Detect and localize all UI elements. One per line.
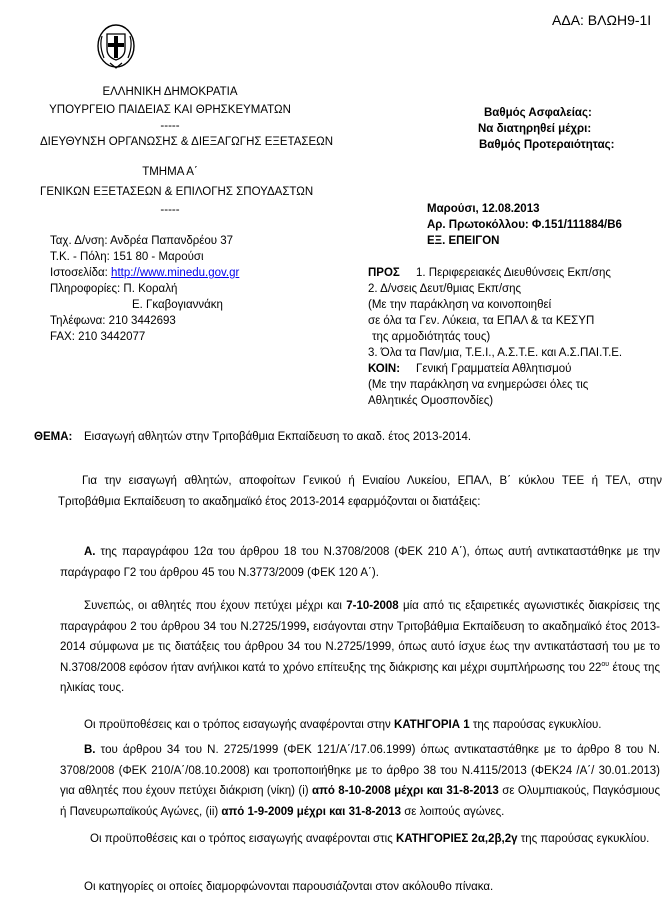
ada-number: ΑΔΑ: ΒΛΩΗ9-1Ι: [552, 12, 652, 28]
deadline-date: 7-10-2008: [346, 600, 399, 612]
paragraph-b-label: Β.: [84, 744, 96, 756]
subject-label: ΘΕΜΑ:: [34, 431, 73, 443]
website-link[interactable]: http://www.minedu.gov.gr: [111, 267, 240, 279]
paragraph-text: της παρούσας εγκυκλίου.: [469, 719, 602, 731]
paragraph-category-1: [84, 719, 601, 731]
header-separator: -----: [160, 204, 180, 216]
recipient-line: σε όλα τα Γεν. Λύκεια, τα ΕΠΑΛ & τα ΚΕΣΥΠ: [368, 315, 595, 327]
paragraph-text: μία από τις εξαιρετικές αγωνιστικές διακρίσεις της παραγράφου 2 του άρθρου 34 του Ν.2725/1999: [60, 600, 661, 633]
recipient-line: της αρμοδιότητάς τους): [372, 331, 491, 343]
table-intro: Οι κατηγορίες οι οποίες διαμορφώνονται παρουσιάζονται στον ακόλουθο πίνακα.: [84, 881, 494, 893]
paragraph-text: Οι προϋποθέσεις και ο τρόπος εισαγωγής αναφέρονται στις: [90, 833, 396, 845]
department-title: ΤΜΗΜΑ Α΄: [142, 166, 198, 178]
header-separator: -----: [160, 120, 180, 132]
document-date: Μαρούσι, 12.08.2013: [427, 203, 540, 215]
urgency-label: ΕΞ. ΕΠΕΙΓΟΝ: [427, 235, 500, 247]
paragraph-a-label: Α.: [84, 546, 96, 558]
security-level: Βαθμός Ασφαλείας:: [484, 107, 592, 119]
country-name: ΕΛΛΗΝΙΚΗ ΔΗΜΟΚΡΑΤΙΑ: [102, 86, 238, 98]
date-range: από 1-9-2009 μέχρι και 31-8-2013: [221, 805, 401, 818]
date-range: από 8-10-2008 μέχρι και 31-8-2013: [312, 785, 499, 797]
cc-line: Γενική Γραμματεία Αθλητισμού: [416, 363, 572, 375]
directorate-name: ΔΙΕΥΘΥΝΣΗ ΟΡΓΑΝΩΣΗΣ & ΔΙΕΞΑΓΩΓΗΣ ΕΞΕΤΑΣΕΩΝ: [40, 136, 334, 148]
website-label: Ιστοσελίδα:: [50, 267, 112, 279]
cc-line: (Με την παράκληση να ενημερώσει όλες τις: [368, 379, 589, 391]
to-label: ΠΡΟΣ: [368, 267, 400, 279]
contact-info-secondary: Ε. Γκαβογιαννάκη: [132, 299, 223, 311]
paragraph-a-text: της παραγράφου 12α του άρθρου 18 του Ν.3708/2008 (ΦΕΚ 210 Α΄), όπως αυτή αντικαταστάθηκε με την παράγραφο Γ2 του άρθρου 45 του Ν.3773/2009 (ΦΕΚ 120 Α΄).: [60, 546, 660, 579]
ministry-name: ΥΠΟΥΡΓΕΙΟ ΠΑΙΔΕΙΑΣ ΚΑΙ ΘΡΗΣΚΕΥΜΑΤΩΝ: [49, 104, 291, 116]
paragraph-text: του άρθρου 34 του Ν. 2725/1999 (ΦΕΚ 121/Α΄/17.06.1999) όπως αντικαταστάθηκε με το άρθρο 8 του Ν. 3708/2008 (ΦΕΚ 210/Α΄/08.10.2008) και τροποποιήθηκε με το άρθρο 38 του Ν.4115/2013 (ΦΕΚ24 /Α΄/ 30.01.2013) για αθλητές που έχουν πετύχει διάκριση (νίκη) (i): [60, 744, 660, 797]
paragraph-categories-2: [60, 829, 660, 850]
protocol-number: Αρ. Πρωτοκόλλου: Φ.151/111884/Β6: [427, 219, 622, 231]
keep-until: Να διατηρηθεί μέχρι:: [478, 123, 592, 135]
category-label: ΚΑΤΗΓΟΡΙΕΣ 2α,2β,2γ: [395, 833, 518, 845]
cc-label: ΚΟΙΝ:: [368, 363, 401, 375]
department-name: ΓΕΝΙΚΩΝ ΕΞΕΤΑΣΕΩΝ & ΕΠΙΛΟΓΗΣ ΣΠΟΥΔΑΣΤΩΝ: [40, 186, 314, 198]
paragraph-text: ,: [306, 620, 310, 633]
recipient-line: (Με την παράκληση να κοινοποιηθεί: [368, 299, 552, 311]
paragraph-a: [60, 542, 660, 583]
paragraph-consequence: [60, 596, 660, 699]
contact-fax: FAX: 210 3442077: [50, 331, 146, 343]
paragraph-text: Συνεπώς, οι αθλητές που έχουν πετύχει μέχρι και: [84, 600, 347, 612]
paragraph-text: της παρούσας εγκυκλίου.: [517, 833, 650, 845]
contact-website: [50, 267, 239, 279]
paragraph-b: [60, 740, 660, 822]
contact-address: Ταχ. Δ/νση: Ανδρέα Παπανδρέου 37: [50, 235, 234, 247]
contact-phone: Τηλέφωνα: 210 3442693: [50, 315, 176, 327]
category-label: ΚΑΤΗΓΟΡΙΑ 1: [394, 719, 470, 731]
ordinal-superscript: ου: [601, 660, 610, 668]
greek-emblem-icon: [96, 22, 136, 70]
paragraph-text: έτους της ηλικίας τους.: [60, 661, 660, 694]
recipient-line: 2. Δ/νσεις Δευτ/θμιας Εκπ/σης: [368, 283, 522, 295]
recipient-line: 1. Περιφερειακές Διευθύνσεις Εκπ/σης: [416, 267, 611, 279]
priority-level: Βαθμός Προτεραιότητας:: [479, 139, 615, 151]
paragraph-text: σε Ολυμπιακούς, Παγκόσμιους ή Πανευρωπαϊκούς Αγώνες, (ii): [60, 785, 660, 818]
paragraph-text: εισάγονται στην Τριτοβάθμια Εκπαίδευση το ακαδημαϊκό έτος 2013-2014 σύμφωνα με τις διατάξεις του άρθρου 34 του Ν.2725/1999, όπως αυτό ίσχυε έως την αντικατάστασή του με το Ν.3708/2008 εφόσον ήταν ανήλικοι κατά το χρόνο επίτευξης της διάκρισης και μέχρι συμπλήρωσης του 22: [60, 620, 660, 674]
intro-paragraph: Για την εισαγωγή αθλητών, αποφοίτων Γενικού ή Ενιαίου Λυκείου, ΕΠΑΛ, Β΄ κύκλου ΤΕΕ ή ΤΕΛ, στην Τριτοβάθμια Εκπαίδευση το ακαδημαϊκό έτος 2013-2014 εφαρμόζονται οι διατάξεις:: [58, 475, 662, 508]
contact-info: Πληροφορίες: Π. Κοραλή: [50, 283, 178, 295]
contact-postal: Τ.Κ. - Πόλη: 151 80 - Μαρούσι: [50, 251, 204, 263]
subject-text: Εισαγωγή αθλητών στην Τριτοβάθμια Εκπαίδευση το ακαδ. έτος 2013-2014.: [84, 431, 472, 443]
paragraph-text: Οι προϋποθέσεις και ο τρόπος εισαγωγής αναφέρονται στην: [84, 719, 395, 731]
cc-line: Αθλητικές Ομοσπονδίες): [368, 395, 494, 407]
recipient-line: 3. Όλα τα Παν/μια, Τ.Ε.Ι., Α.Σ.Τ.Ε. και Α.Σ.ΠΑΙ.Τ.Ε.: [368, 347, 623, 359]
paragraph-text: σε λοιπούς αγώνες.: [401, 805, 505, 818]
